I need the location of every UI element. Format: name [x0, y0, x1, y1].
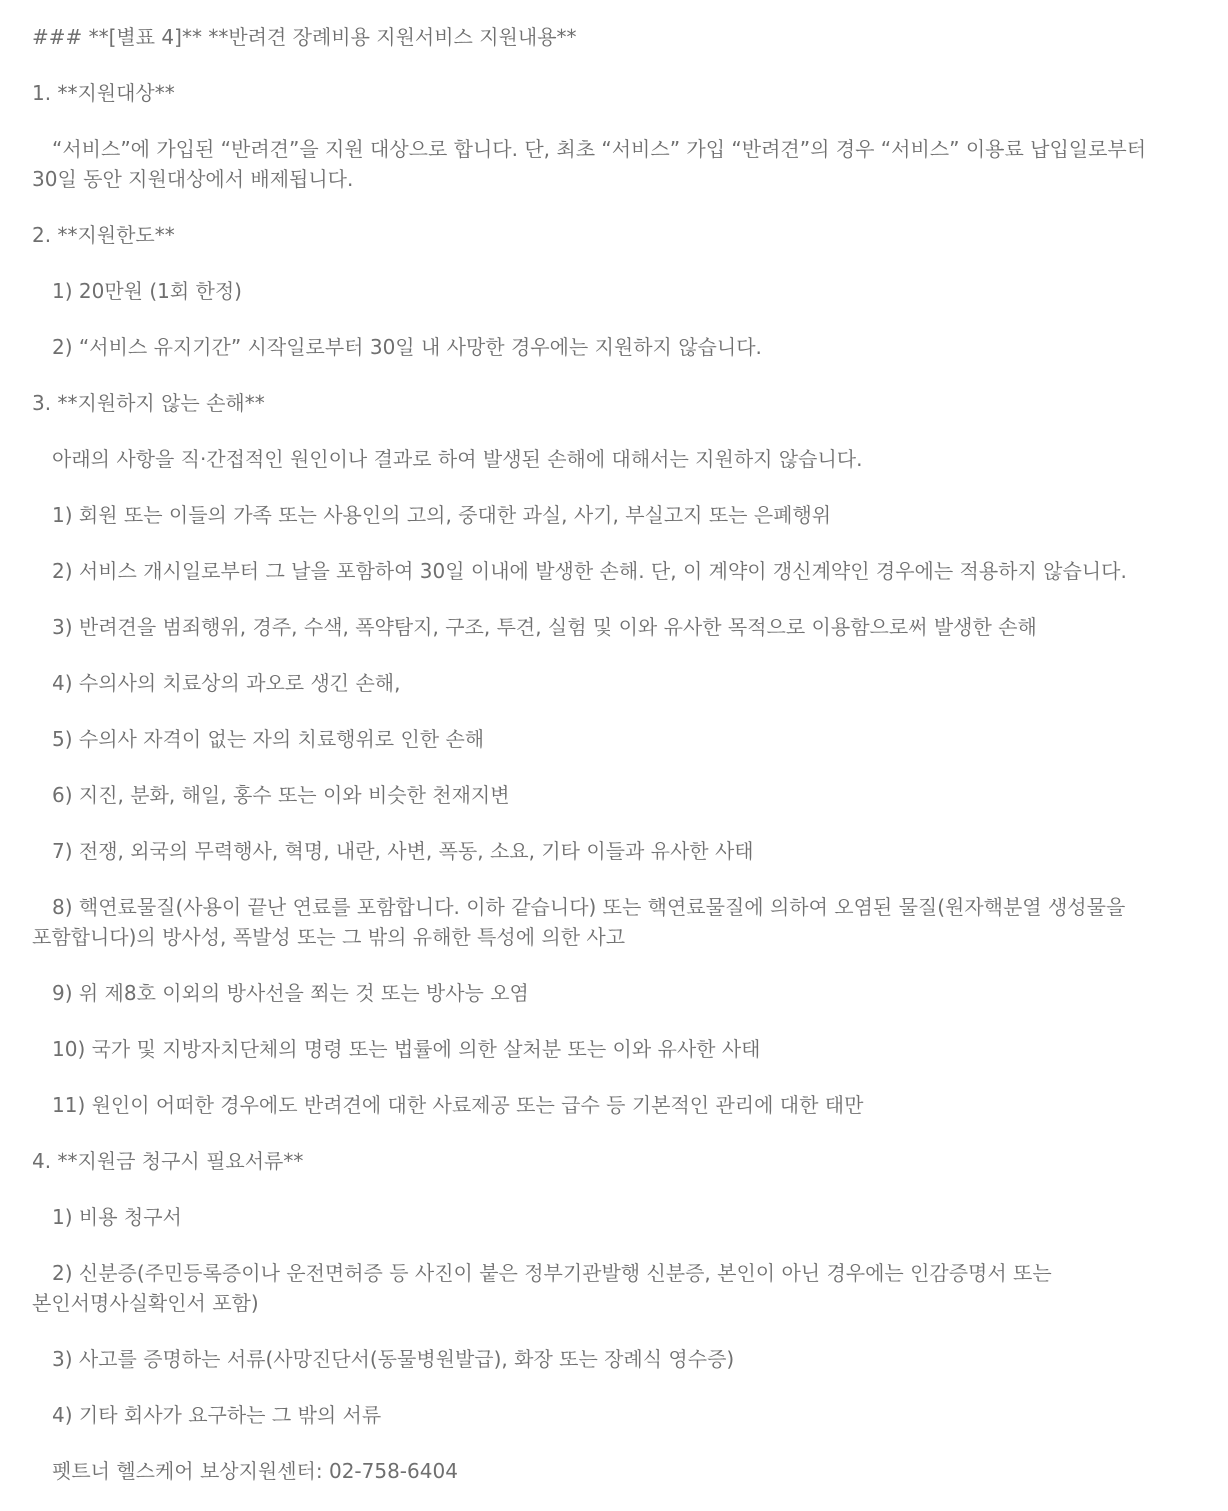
section-3-item: 2) 서비스 개시일로부터 그 날을 포함하여 30일 이내에 발생한 손해. 단, 이 계약이 갱신계약인 경우에는 적용하지 않습니다.: [52, 559, 1127, 583]
section-2-item: 1) 20만원 (1회 한정): [52, 279, 242, 303]
contact-line: 펫트너 헬스케어 보상지원센터: 02-758-6404: [52, 1459, 458, 1483]
section-3-item: 3) 반려견을 범죄행위, 경주, 수색, 폭약탐지, 구조, 투견, 실험 및 이와 유사한 목적으로 이용함으로써 발생한 손해: [52, 615, 1037, 639]
section-3-item: 6) 지진, 분화, 해일, 홍수 또는 이와 비슷한 천재지변: [52, 783, 510, 807]
section-4-heading: 4. **지원금 청구시 필요서류**: [32, 1149, 304, 1173]
section-3-item: 1) 회원 또는 이들의 가족 또는 사용인의 고의, 중대한 과실, 사기, 부실고지 또는 은폐행위: [52, 503, 832, 527]
section-2-item: 2) “서비스 유지기간” 시작일로부터 30일 내 사망한 경우에는 지원하지 않습니다.: [52, 335, 762, 359]
section-3-item: 8) 핵연료물질(사용이 끝난 연료를 포함합니다. 이하 같습니다) 또는 핵연료물질에 의하여 오염된 물질(원자핵분열 생성물을 포함합니다)의 방사성, 폭발성 또는 그 밖의 유해한 특성에 의한 사고: [32, 895, 1126, 949]
section-3-intro: 아래의 사항을 직·간접적인 원인이나 결과로 하여 발생된 손해에 대해서는 지원하지 않습니다.: [52, 447, 863, 471]
section-4-item: 2) 신분증(주민등록증이나 운전면허증 등 사진이 붙은 정부기관발행 신분증, 본인이 아닌 경우에는 인감증명서 또는 본인서명사실확인서 포함): [32, 1261, 1052, 1315]
document-title: ### **[별표 4]** **반려견 장례비용 지원서비스 지원내용**: [32, 25, 577, 49]
section-1-body: “서비스”에 가입된 “반려견”을 지원 대상으로 합니다. 단, 최초 “서비스” 가입 “반려견”의 경우 “서비스” 이용료 납입일로부터 30일 동안 지원대상에서 배제됩니다.: [32, 137, 1147, 191]
section-4-item: 1) 비용 청구서: [52, 1205, 182, 1229]
section-3-item: 11) 원인이 어떠한 경우에도 반려견에 대한 사료제공 또는 급수 등 기본적인 관리에 대한 태만: [52, 1093, 864, 1117]
section-3-heading: 3. **지원하지 않는 손해**: [32, 391, 265, 415]
section-3-item: 7) 전쟁, 외국의 무력행사, 혁명, 내란, 사변, 폭동, 소요, 기타 이들과 유사한 사태: [52, 839, 754, 863]
section-1-heading: 1. **지원대상**: [32, 81, 175, 105]
section-3-item: 4) 수의사의 치료상의 과오로 생긴 손해,: [52, 671, 401, 695]
section-4-item: 4) 기타 회사가 요구하는 그 밖의 서류: [52, 1403, 382, 1427]
section-3-item: 10) 국가 및 지방자치단체의 명령 또는 법률에 의한 살처분 또는 이와 유사한 사태: [52, 1037, 761, 1061]
section-2-heading: 2. **지원한도**: [32, 223, 175, 247]
section-3-item: 5) 수의사 자격이 없는 자의 치료행위로 인한 손해: [52, 727, 485, 751]
section-4-item: 3) 사고를 증명하는 서류(사망진단서(동물병원발급), 화장 또는 장례식 영수증): [52, 1347, 735, 1371]
section-3-item: 9) 위 제8호 이외의 방사선을 쬐는 것 또는 방사능 오염: [52, 981, 529, 1005]
